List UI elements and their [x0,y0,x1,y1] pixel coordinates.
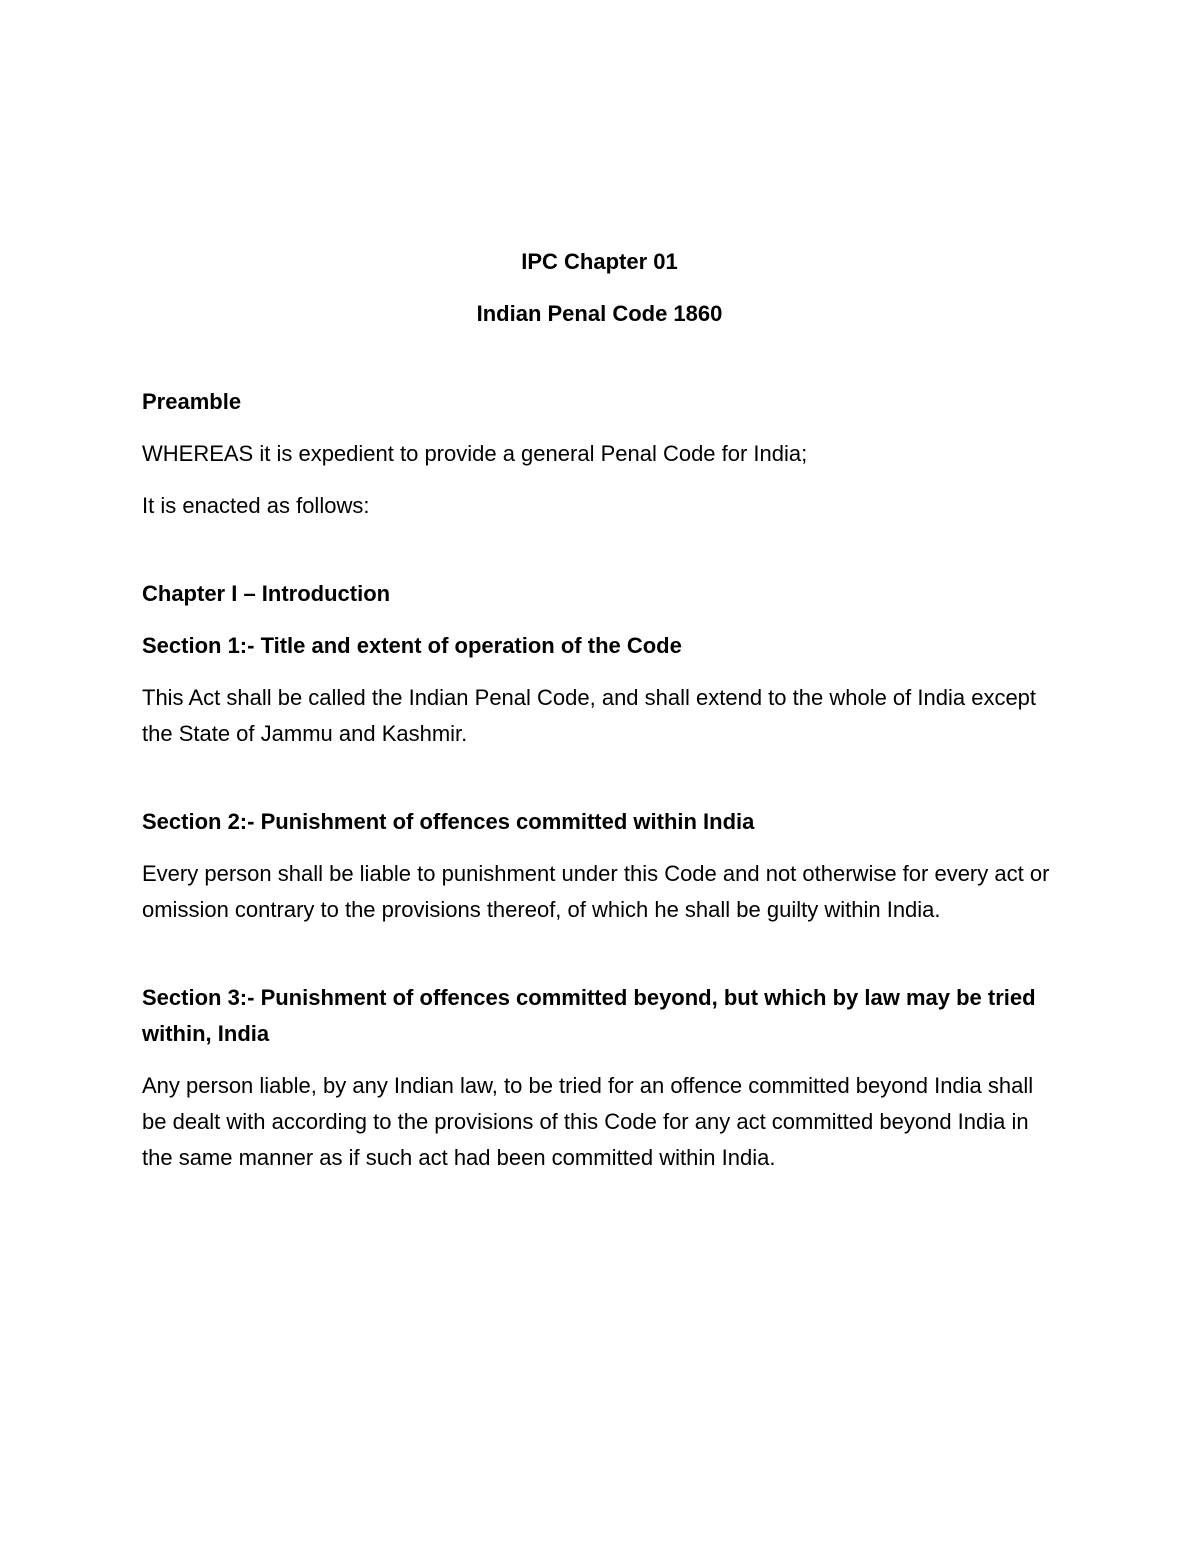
preamble-heading: Preamble [142,389,242,414]
document-content [142,244,1062,1176]
chapter-heading: Chapter I – Introduction [142,581,391,606]
preamble-line-1: WHEREAS it is expedient to provide a general Penal Code for India; [142,441,808,466]
preamble-line-2: It is enacted as follows: [142,493,370,518]
section-3-heading: Section 3:- Punishment of offences committed beyond, but which by law may be tried within, India [142,985,1036,1046]
document-title: IPC Chapter 01 [521,249,678,274]
section-2-body: Every person shall be liable to punishment under this Code and not otherwise for every act or omission contrary to the provisions thereof, of which he shall be guilty within India. [142,861,1050,922]
section-1-body: This Act shall be called the Indian Penal Code, and shall extend to the whole of India except the State of Jammu and Kashmir. [142,685,1037,746]
section-2-heading: Section 2:- Punishment of offences committed within India [142,809,755,834]
section-1-heading: Section 1:- Title and extent of operation of the Code [142,633,682,658]
section-3-body: Any person liable, by any Indian law, to be tried for an offence committed beyond India shall be dealt with according to the provisions of this Code for any act committed beyond India in the same manner as if such act had been committed within India. [142,1073,1034,1170]
document-subtitle: Indian Penal Code 1860 [476,301,723,326]
